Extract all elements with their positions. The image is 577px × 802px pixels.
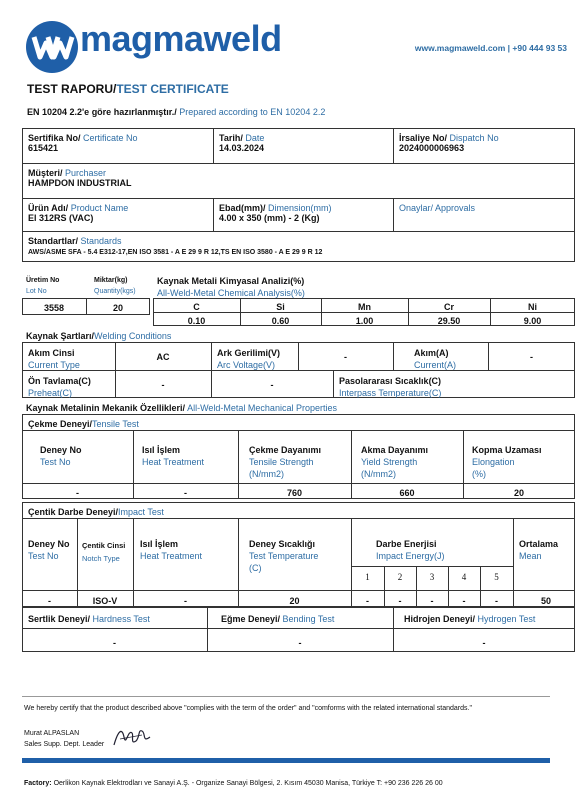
bending-label: Eğme Deneyi/ Bending Test: [221, 614, 335, 624]
impact-title: Çentik Darbe Deneyi/Impact Test: [28, 507, 164, 517]
weld-title: Kaynak Şartları/Welding Conditions: [26, 331, 172, 341]
tensile-val-heat: -: [184, 488, 187, 498]
chem-element-ni: Ni: [528, 302, 537, 312]
impact-val-energy-3: -: [430, 596, 434, 606]
current-type-value: AC: [156, 352, 170, 362]
hydrogen-value: -: [482, 638, 486, 648]
approvals: Onaylar/ Approvals: [399, 203, 476, 213]
hardness-label: Sertlik Deneyi/ Hardness Test: [28, 614, 150, 624]
date: Tarih/ Date 14.03.2024: [219, 133, 265, 153]
certify-statement: We hereby certify that the product described above "complies with the term of the order" and "comforms with the related international standards.": [24, 705, 472, 712]
contact-info[interactable]: www.magmaweld.com | +90 444 93 53: [414, 43, 567, 53]
interpass-value: -: [270, 380, 274, 390]
tensile-val-elongation: 20: [513, 488, 524, 498]
dispatch-no: İrsaliye No/ Dispatch No 2024000006963: [399, 133, 499, 153]
arc-voltage-value: -: [344, 352, 347, 362]
signer: Murat ALPASLAN Sales Supp. Dept. Leader: [24, 730, 105, 748]
certificate-no: Sertifika No/ Certificate No 615421: [28, 133, 138, 153]
purchaser: Müşteri/ Purchaser HAMPDON INDUSTRIAL: [28, 168, 132, 188]
impact-num-1: 1: [365, 572, 370, 582]
impact-val-energy-2: -: [398, 596, 402, 606]
impact-val-energy-5: -: [495, 596, 498, 606]
lot-value: 3558: [43, 303, 65, 313]
brand-logo-text: magmaweld: [80, 18, 282, 59]
current-amp-value: -: [530, 352, 533, 362]
impact-val-test-no: -: [48, 596, 51, 606]
tensile-col-strength: Çekme Dayanımı Tensile Strength (N/mm2): [249, 445, 322, 479]
signature: [112, 723, 152, 756]
standards: Standartlar/ Standards AWS/ASME SFA - 5.4 E312-17,EN ISO 3581 - A E 29 9 R 12,TS EN ISO 3580 - A E 29 9 R 12: [28, 236, 323, 256]
chem-value-cr: 29.50: [437, 316, 461, 326]
logo-mark: [26, 21, 78, 73]
impact-col-heat: Isıl İşlem Heat Treatment: [140, 539, 203, 561]
impact-val-energy-4: -: [462, 596, 466, 606]
footer-bar: [22, 758, 550, 763]
current-amp-label: Akım(A) Current(A): [414, 348, 457, 370]
chem-title: Kaynak Metali Kimyasal Analizi(%) All-Weld-Metal Chemical Analysis(%): [157, 276, 305, 298]
impact-col-mean: Ortalama Mean: [519, 539, 559, 561]
impact-num-5: 5: [494, 572, 499, 582]
tensile-val-test-no: -: [76, 488, 79, 498]
preheat-value: -: [161, 380, 165, 390]
chem-value-c: 0.10: [187, 316, 206, 326]
bending-value: -: [298, 638, 302, 648]
tensile-val-strength: 760: [286, 488, 303, 498]
lot-label: Üretim No Lot No: [26, 277, 60, 295]
chem-value-si: 0.60: [271, 316, 290, 326]
impact-val-energy-1: -: [366, 596, 369, 606]
impact-col-temp: Deney Sıcaklığı Test Temperature (C): [249, 539, 319, 573]
page-title: TEST RAPORU/TEST CERTIFICATE: [27, 82, 229, 96]
chem-value-ni: 9.00: [523, 316, 542, 326]
mech-title: Kaynak Metalinin Mekanik Özellikleri/ All-Weld-Metal Mechanical Properties: [26, 403, 337, 413]
quantity-label: Miktar(kg) Quantity(kgs): [94, 277, 136, 295]
impact-col-test-no: Deney No Test No: [28, 539, 70, 561]
product-name: Ürün Adı/ Product Name El 312RS (VAC): [28, 203, 129, 223]
impact-num-4: 4: [461, 572, 467, 582]
standard-note: EN 10204 2.2'e göre hazırlanmıştır./ Prepared according to EN 10204 2.2: [27, 107, 326, 117]
impact-val-heat: -: [184, 596, 187, 606]
tensile-col-test-no: Deney No Test No: [40, 445, 82, 467]
impact-val-notch: ISO-V: [92, 596, 118, 606]
tensile-col-elongation: Kopma Uzaması Elongation (%): [472, 445, 542, 479]
impact-col-energy: Darbe Enerjisi Impact Energy(J): [376, 539, 445, 561]
chem-element-si: Si: [276, 302, 285, 312]
chem-element-mn: Mn: [358, 302, 371, 312]
impact-val-temp: 20: [289, 596, 300, 606]
impact-col-notch: Çentik Cinsi Notch Type: [82, 541, 126, 563]
tensile-title: Çekme Deneyi/Tensile Test: [28, 419, 139, 429]
impact-val-mean: 50: [540, 596, 551, 606]
current-type-label: Akım Cinsi Current Type: [28, 348, 80, 370]
preheat-label: Ön Tavlama(C) Preheat(C): [28, 376, 91, 398]
hydrogen-label: Hidrojen Deneyi/ Hydrogen Test: [404, 614, 536, 624]
chem-value-mn: 1.00: [355, 316, 374, 326]
quantity-value: 20: [112, 303, 123, 313]
chem-element-c: C: [193, 302, 200, 312]
interpass-label: Pasolararası Sıcaklık(C) Interpass Temperature(C): [339, 376, 442, 398]
hardness-value: -: [113, 638, 116, 648]
impact-num-2: 2: [397, 572, 403, 582]
arc-voltage-label: Ark Gerilimi(V) Arc Voltage(V): [217, 348, 281, 370]
footer-address: Factory: Oerlikon Kaynak Elektrodları ve Sanayi A.Ş. - Organize Sanayi Bölgesi, 2. Kısım 45030 Manisa, Türkiye T: +90 236 226 26 00: [24, 780, 443, 787]
tensile-val-yield: 660: [399, 488, 415, 498]
chem-element-cr: Cr: [443, 302, 454, 312]
impact-num-3: 3: [429, 572, 435, 582]
dimension: Ebad(mm)/ Dimension(mm) 4.00 x 350 (mm) - 2 (Kg): [219, 203, 332, 223]
tensile-col-heat: Isıl İşlem Heat Treatment: [142, 445, 205, 467]
tensile-col-yield: Akma Dayanımı Yield Strength (N/mm2): [361, 445, 429, 479]
